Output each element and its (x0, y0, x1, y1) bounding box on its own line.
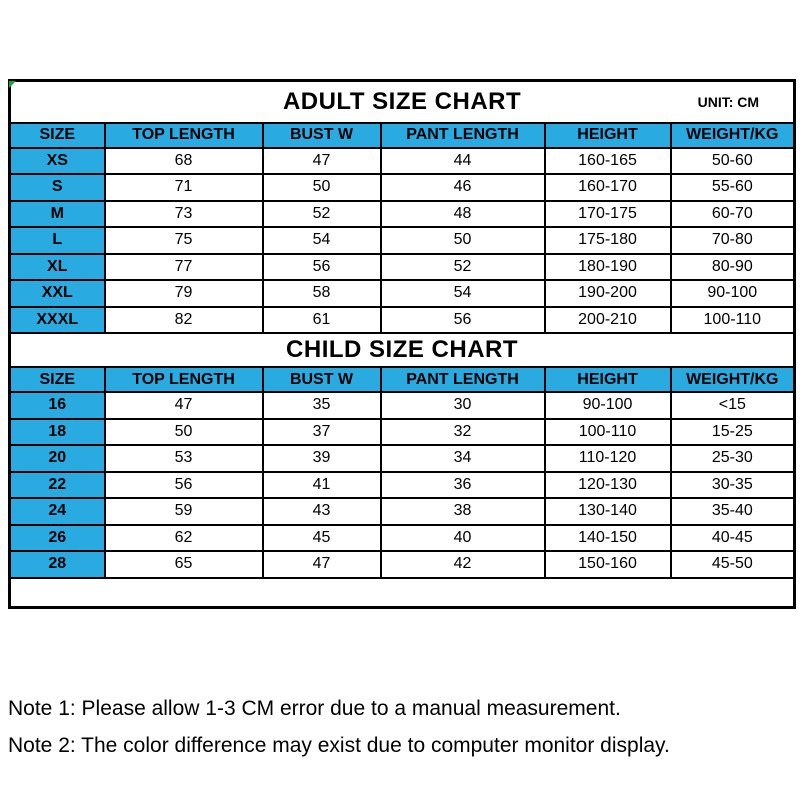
table-cell: 60-70 (671, 201, 795, 228)
unit-label: UNIT: CM (697, 93, 760, 110)
child-title-cell (10, 333, 795, 367)
table-cell: 100-110 (671, 307, 795, 334)
table-cell: 75 (105, 227, 263, 254)
table-cell: 56 (263, 254, 381, 281)
table-cell: 54 (263, 227, 381, 254)
adult-title-cell (10, 81, 795, 123)
child-row-18 (10, 419, 795, 446)
table-cell: 40-45 (671, 525, 795, 552)
table-cell: 48 (381, 201, 545, 228)
adult-title-row (10, 81, 795, 123)
table-cell: 52 (381, 254, 545, 281)
table-cell: 79 (105, 280, 263, 307)
size-cell: 28 (10, 551, 105, 578)
table-cell: 56 (381, 307, 545, 334)
table-cell: 53 (105, 445, 263, 472)
table-cell: 61 (263, 307, 381, 334)
size-cell: L (10, 227, 105, 254)
column-header-height: HEIGHT (545, 367, 671, 392)
table-cell: 46 (381, 174, 545, 201)
table-cell: 180-190 (545, 254, 671, 281)
size-cell: 24 (10, 498, 105, 525)
adult-row-xs (10, 148, 795, 175)
size-cell: XXXL (10, 307, 105, 334)
table-cell: 45 (263, 525, 381, 552)
child-row-20 (10, 445, 795, 472)
table-cell: 41 (263, 472, 381, 499)
adult-row-xxxl (10, 307, 795, 334)
child-chart-title: CHILD SIZE CHART (286, 336, 519, 363)
table-cell: 34 (381, 445, 545, 472)
table-cell: 71 (105, 174, 263, 201)
table-cell: 47 (263, 551, 381, 578)
spacer-cell (10, 578, 795, 608)
child-row-16 (10, 392, 795, 419)
column-header-pant-length: PANT LENGTH (381, 367, 545, 392)
table-cell: 190-200 (545, 280, 671, 307)
table-cell: 55-60 (671, 174, 795, 201)
size-cell: XL (10, 254, 105, 281)
table-cell: 77 (105, 254, 263, 281)
table-cell: 68 (105, 148, 263, 175)
column-header-height: HEIGHT (545, 123, 671, 148)
table-cell: 47 (105, 392, 263, 419)
size-cell: 26 (10, 525, 105, 552)
table-cell: 54 (381, 280, 545, 307)
green-corner-artifact (9, 81, 16, 88)
table-cell: 52 (263, 201, 381, 228)
table-cell: 100-110 (545, 419, 671, 446)
column-header-size: SIZE (10, 367, 105, 392)
size-cell: 18 (10, 419, 105, 446)
column-header-top-length: TOP LENGTH (105, 367, 263, 392)
table-cell: 44 (381, 148, 545, 175)
note-1: Note 1: Please allow 1-3 CM error due to a manual measurement. (8, 697, 621, 720)
adult-row-xl (10, 254, 795, 281)
table-cell: 73 (105, 201, 263, 228)
child-row-22 (10, 472, 795, 499)
table-cell: 160-170 (545, 174, 671, 201)
note-2: Note 2: The color difference may exist due to computer monitor display. (8, 734, 670, 757)
table-cell: 140-150 (545, 525, 671, 552)
adult-row-m (10, 201, 795, 228)
adult-header-row (10, 123, 795, 148)
table-cell: 82 (105, 307, 263, 334)
adult-row-xxl (10, 280, 795, 307)
size-cell: 22 (10, 472, 105, 499)
table-cell: 30-35 (671, 472, 795, 499)
table-cell: 35 (263, 392, 381, 419)
table-cell: 50 (263, 174, 381, 201)
table-cell: 50 (381, 227, 545, 254)
size-cell: 16 (10, 392, 105, 419)
size-cell: S (10, 174, 105, 201)
size-cell: 20 (10, 445, 105, 472)
table-cell: 175-180 (545, 227, 671, 254)
child-row-24 (10, 498, 795, 525)
size-cell: XS (10, 148, 105, 175)
table-cell: 50-60 (671, 148, 795, 175)
child-row-26 (10, 525, 795, 552)
table-cell: 40 (381, 525, 545, 552)
notes-block (8, 690, 670, 764)
child-header-row (10, 367, 795, 392)
table-cell: 15-25 (671, 419, 795, 446)
table-cell: 32 (381, 419, 545, 446)
table-cell: 35-40 (671, 498, 795, 525)
child-row-28 (10, 551, 795, 578)
table-cell: 90-100 (671, 280, 795, 307)
table-cell: 25-30 (671, 445, 795, 472)
table-cell: 160-165 (545, 148, 671, 175)
adult-row-l (10, 227, 795, 254)
table-cell: 120-130 (545, 472, 671, 499)
child-title-row (10, 333, 795, 367)
column-header-weight: WEIGHT/KG (671, 123, 795, 148)
table-cell: 50 (105, 419, 263, 446)
table-cell: 80-90 (671, 254, 795, 281)
table-cell: 58 (263, 280, 381, 307)
column-header-bust-w: BUST W (263, 367, 381, 392)
table-cell: 59 (105, 498, 263, 525)
size-cell: M (10, 201, 105, 228)
table-cell: 110-120 (545, 445, 671, 472)
column-header-weight: WEIGHT/KG (671, 367, 795, 392)
size-cell: XXL (10, 280, 105, 307)
table-cell: 56 (105, 472, 263, 499)
table-cell: 42 (381, 551, 545, 578)
size-chart-table (8, 79, 796, 609)
table-cell: 130-140 (545, 498, 671, 525)
column-header-pant-length: PANT LENGTH (381, 123, 545, 148)
column-header-size: SIZE (10, 123, 105, 148)
table-cell: 47 (263, 148, 381, 175)
column-header-top-length: TOP LENGTH (105, 123, 263, 148)
adult-chart-title: ADULT SIZE CHART (282, 87, 522, 115)
table-cell: 30 (381, 392, 545, 419)
spacer-row (10, 578, 795, 608)
table-cell: 70-80 (671, 227, 795, 254)
column-header-bust-w: BUST W (263, 123, 381, 148)
table-cell: 62 (105, 525, 263, 552)
adult-row-s (10, 174, 795, 201)
table-cell: 90-100 (545, 392, 671, 419)
table-cell: 37 (263, 419, 381, 446)
table-cell: 38 (381, 498, 545, 525)
table-cell: 39 (263, 445, 381, 472)
table-cell: 43 (263, 498, 381, 525)
table-cell: 65 (105, 551, 263, 578)
table-cell: 170-175 (545, 201, 671, 228)
table-cell: 200-210 (545, 307, 671, 334)
table-cell: 45-50 (671, 551, 795, 578)
table-cell: 150-160 (545, 551, 671, 578)
table-cell: 36 (381, 472, 545, 499)
table-cell: <15 (671, 392, 795, 419)
